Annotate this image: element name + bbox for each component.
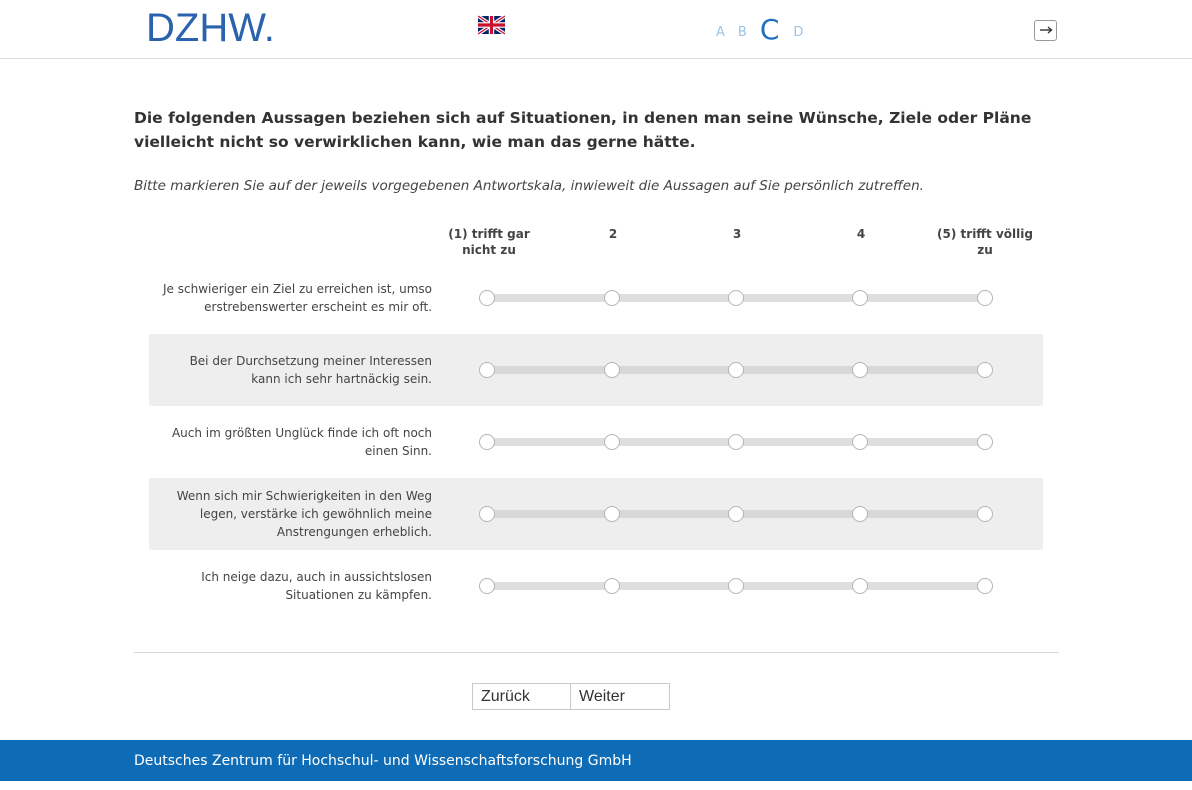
scale-label-1: (1) trifft gar nicht zu (448, 227, 530, 257)
radio-option-2[interactable] (604, 434, 620, 450)
item-row-3 (149, 406, 1043, 478)
footer (0, 740, 1192, 781)
header (0, 0, 1192, 59)
exit-icon (1035, 21, 1056, 40)
radio-option-5[interactable] (977, 578, 993, 594)
radio-option-1[interactable] (479, 290, 495, 306)
item-row-1 (149, 262, 1043, 334)
item-text: Je schwieriger ein Ziel zu erreichen ist, umso erstrebenswerter erscheint es mir oft. (163, 282, 432, 314)
radio-option-5[interactable] (977, 290, 993, 306)
radio-option-4[interactable] (852, 578, 868, 594)
divider (134, 652, 1059, 653)
uk-flag-icon[interactable] (478, 15, 505, 35)
item-row-5 (149, 550, 1043, 622)
section-indicator (716, 12, 816, 46)
scale-label-2: 2 (608, 227, 618, 241)
scale-label-5: (5) trifft völlig zu (937, 227, 1033, 257)
dzhw-logo: DZHW. (146, 6, 275, 50)
instruction-text: Bitte markieren Sie auf der jeweils vorgegebenen Antwortskala, inwieweit die Aussagen auf Sie persönlich zutreffen. (134, 178, 924, 194)
radio-option-3[interactable] (728, 578, 744, 594)
next-button[interactable]: Weiter (571, 683, 670, 710)
item-text: Ich neige dazu, auch in aussichtslosen Situationen zu kämpfen. (201, 570, 432, 602)
radio-option-3[interactable] (728, 434, 744, 450)
radio-option-2[interactable] (604, 578, 620, 594)
radio-option-3[interactable] (728, 290, 744, 306)
section-a: A (716, 25, 725, 40)
radio-option-1[interactable] (479, 362, 495, 378)
radio-option-1[interactable] (479, 434, 495, 450)
radio-option-4[interactable] (852, 362, 868, 378)
radio-option-1[interactable] (479, 506, 495, 522)
radio-option-4[interactable] (852, 434, 868, 450)
item-text: Bei der Durchsetzung meiner Interessen kann ich sehr hartnäckig sein. (189, 354, 432, 386)
radio-option-2[interactable] (604, 362, 620, 378)
back-button[interactable]: Zurück (472, 683, 571, 710)
radio-option-4[interactable] (852, 506, 868, 522)
radio-option-1[interactable] (479, 578, 495, 594)
item-row-4 (149, 478, 1043, 550)
exit-button[interactable] (1034, 20, 1057, 41)
radio-option-3[interactable] (728, 506, 744, 522)
radio-option-5[interactable] (977, 362, 993, 378)
radio-option-2[interactable] (604, 506, 620, 522)
radio-option-2[interactable] (604, 290, 620, 306)
footer-text: Deutsches Zentrum für Hochschul- und Wissenschaftsforschung GmbH (134, 753, 632, 769)
scale-label-3: 3 (732, 227, 742, 241)
question-text: Die folgenden Aussagen beziehen sich auf Situationen, in denen man seine Wünsche, Ziele oder Pläne vielleicht nicht so verwirklichen kann, wie man das gerne hätte. (134, 109, 1032, 151)
section-c-active: C (759, 13, 780, 46)
radio-option-5[interactable] (977, 434, 993, 450)
scale-label-4: 4 (856, 227, 866, 241)
radio-option-4[interactable] (852, 290, 868, 306)
item-text: Wenn sich mir Schwierigkeiten in den Weg legen, verstärke ich gewöhnlich meine Anstrengungen erheblich. (176, 489, 432, 539)
section-b: B (737, 25, 747, 40)
item-row-2 (149, 334, 1043, 406)
radio-option-5[interactable] (977, 506, 993, 522)
radio-option-3[interactable] (728, 362, 744, 378)
section-d: D (793, 25, 804, 40)
item-text: Auch im größten Unglück finde ich oft noch einen Sinn. (171, 426, 432, 458)
navigation-buttons (472, 683, 670, 710)
